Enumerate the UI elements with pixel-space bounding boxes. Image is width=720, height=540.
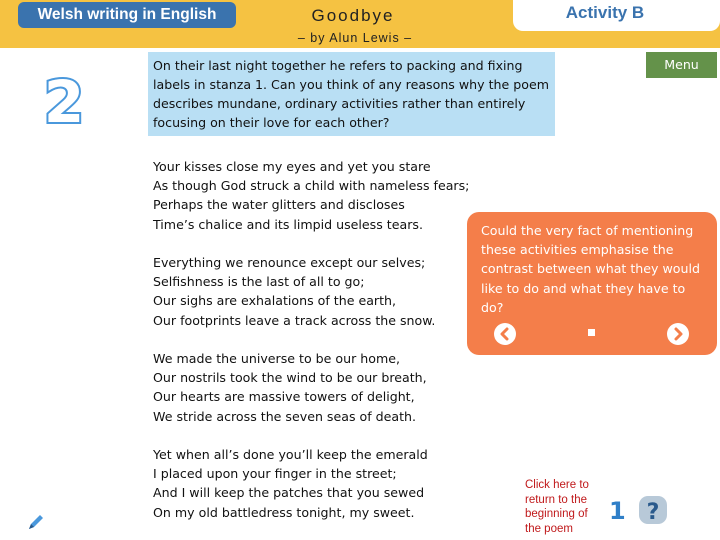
menu-button[interactable]: Menu (646, 52, 717, 78)
poem-line: We stride across the seven seas of death. (153, 408, 417, 424)
section-number-icon (44, 70, 84, 132)
poem-line: Your kisses close my eyes and yet you stare (153, 159, 431, 174)
hint-page-dot[interactable] (588, 329, 595, 336)
question-box (148, 52, 555, 136)
return-to-beginning-link[interactable]: Click here to return to the beginning of the poem (525, 479, 589, 535)
poem-line: Selfishness is the last of all to go; (153, 274, 365, 290)
topic-tag: Welsh writing in English (18, 2, 236, 28)
svg-text:?: ? (646, 500, 660, 525)
poem-author: – by Alun Lewis – (297, 31, 413, 45)
poem-line: Time’s chalice and its limpid useless tears. (153, 216, 423, 232)
section-number: 2 (44, 70, 84, 132)
poem-line: I placed upon your finger in the street; (153, 466, 397, 482)
chevron-right-icon (667, 323, 689, 345)
poem-line: We made the universe to be our home, (153, 351, 400, 366)
activity-label: Activity B (565, 3, 645, 22)
hint-next-button[interactable] (667, 323, 689, 345)
question-mark-icon[interactable] (638, 495, 668, 525)
poem-stanza-1 (153, 157, 469, 234)
chevron-left-icon (494, 323, 516, 345)
poem-line: Everything we renounce except our selves; (153, 255, 426, 270)
poem-line: Our nostrils took the wind to be our breath, (153, 370, 427, 386)
poem-title: Goodbye (311, 6, 395, 25)
poem-stanza-3 (153, 349, 427, 426)
pencil-icon[interactable] (24, 510, 48, 534)
page-number: 1 (609, 497, 626, 525)
poem-stanza-4 (153, 445, 428, 522)
poem-line: As though God struck a child with nameless fears; (153, 178, 470, 194)
poem-line: Perhaps the water glitters and discloses (153, 197, 405, 213)
poem-line: Our hearts are massive towers of delight, (153, 389, 415, 405)
hint-prev-button[interactable] (494, 323, 516, 345)
poem-line: Our sighs are exhalations of the earth, (153, 293, 397, 309)
question-text: On their last night together he refers to packing and fixing labels in stanza 1. Can you think of any reasons why the poem describes mundane, ordinary activities rather than entirely focusing on their love for each other? (153, 58, 549, 130)
poem-line: Our footprints leave a track across the snow. (153, 312, 436, 328)
poem-line: On my old battledress tonight, my sweet. (153, 504, 415, 520)
poem-line: Yet when all’s done you’ll keep the emerald (153, 447, 428, 462)
poem-line: And I will keep the patches that you sewed (153, 485, 425, 501)
poem-stanza-2 (153, 253, 435, 330)
hint-text: Could the very fact of mentioning these activities emphasise the contrast between what they would like to do and what they have to do? (481, 223, 700, 315)
